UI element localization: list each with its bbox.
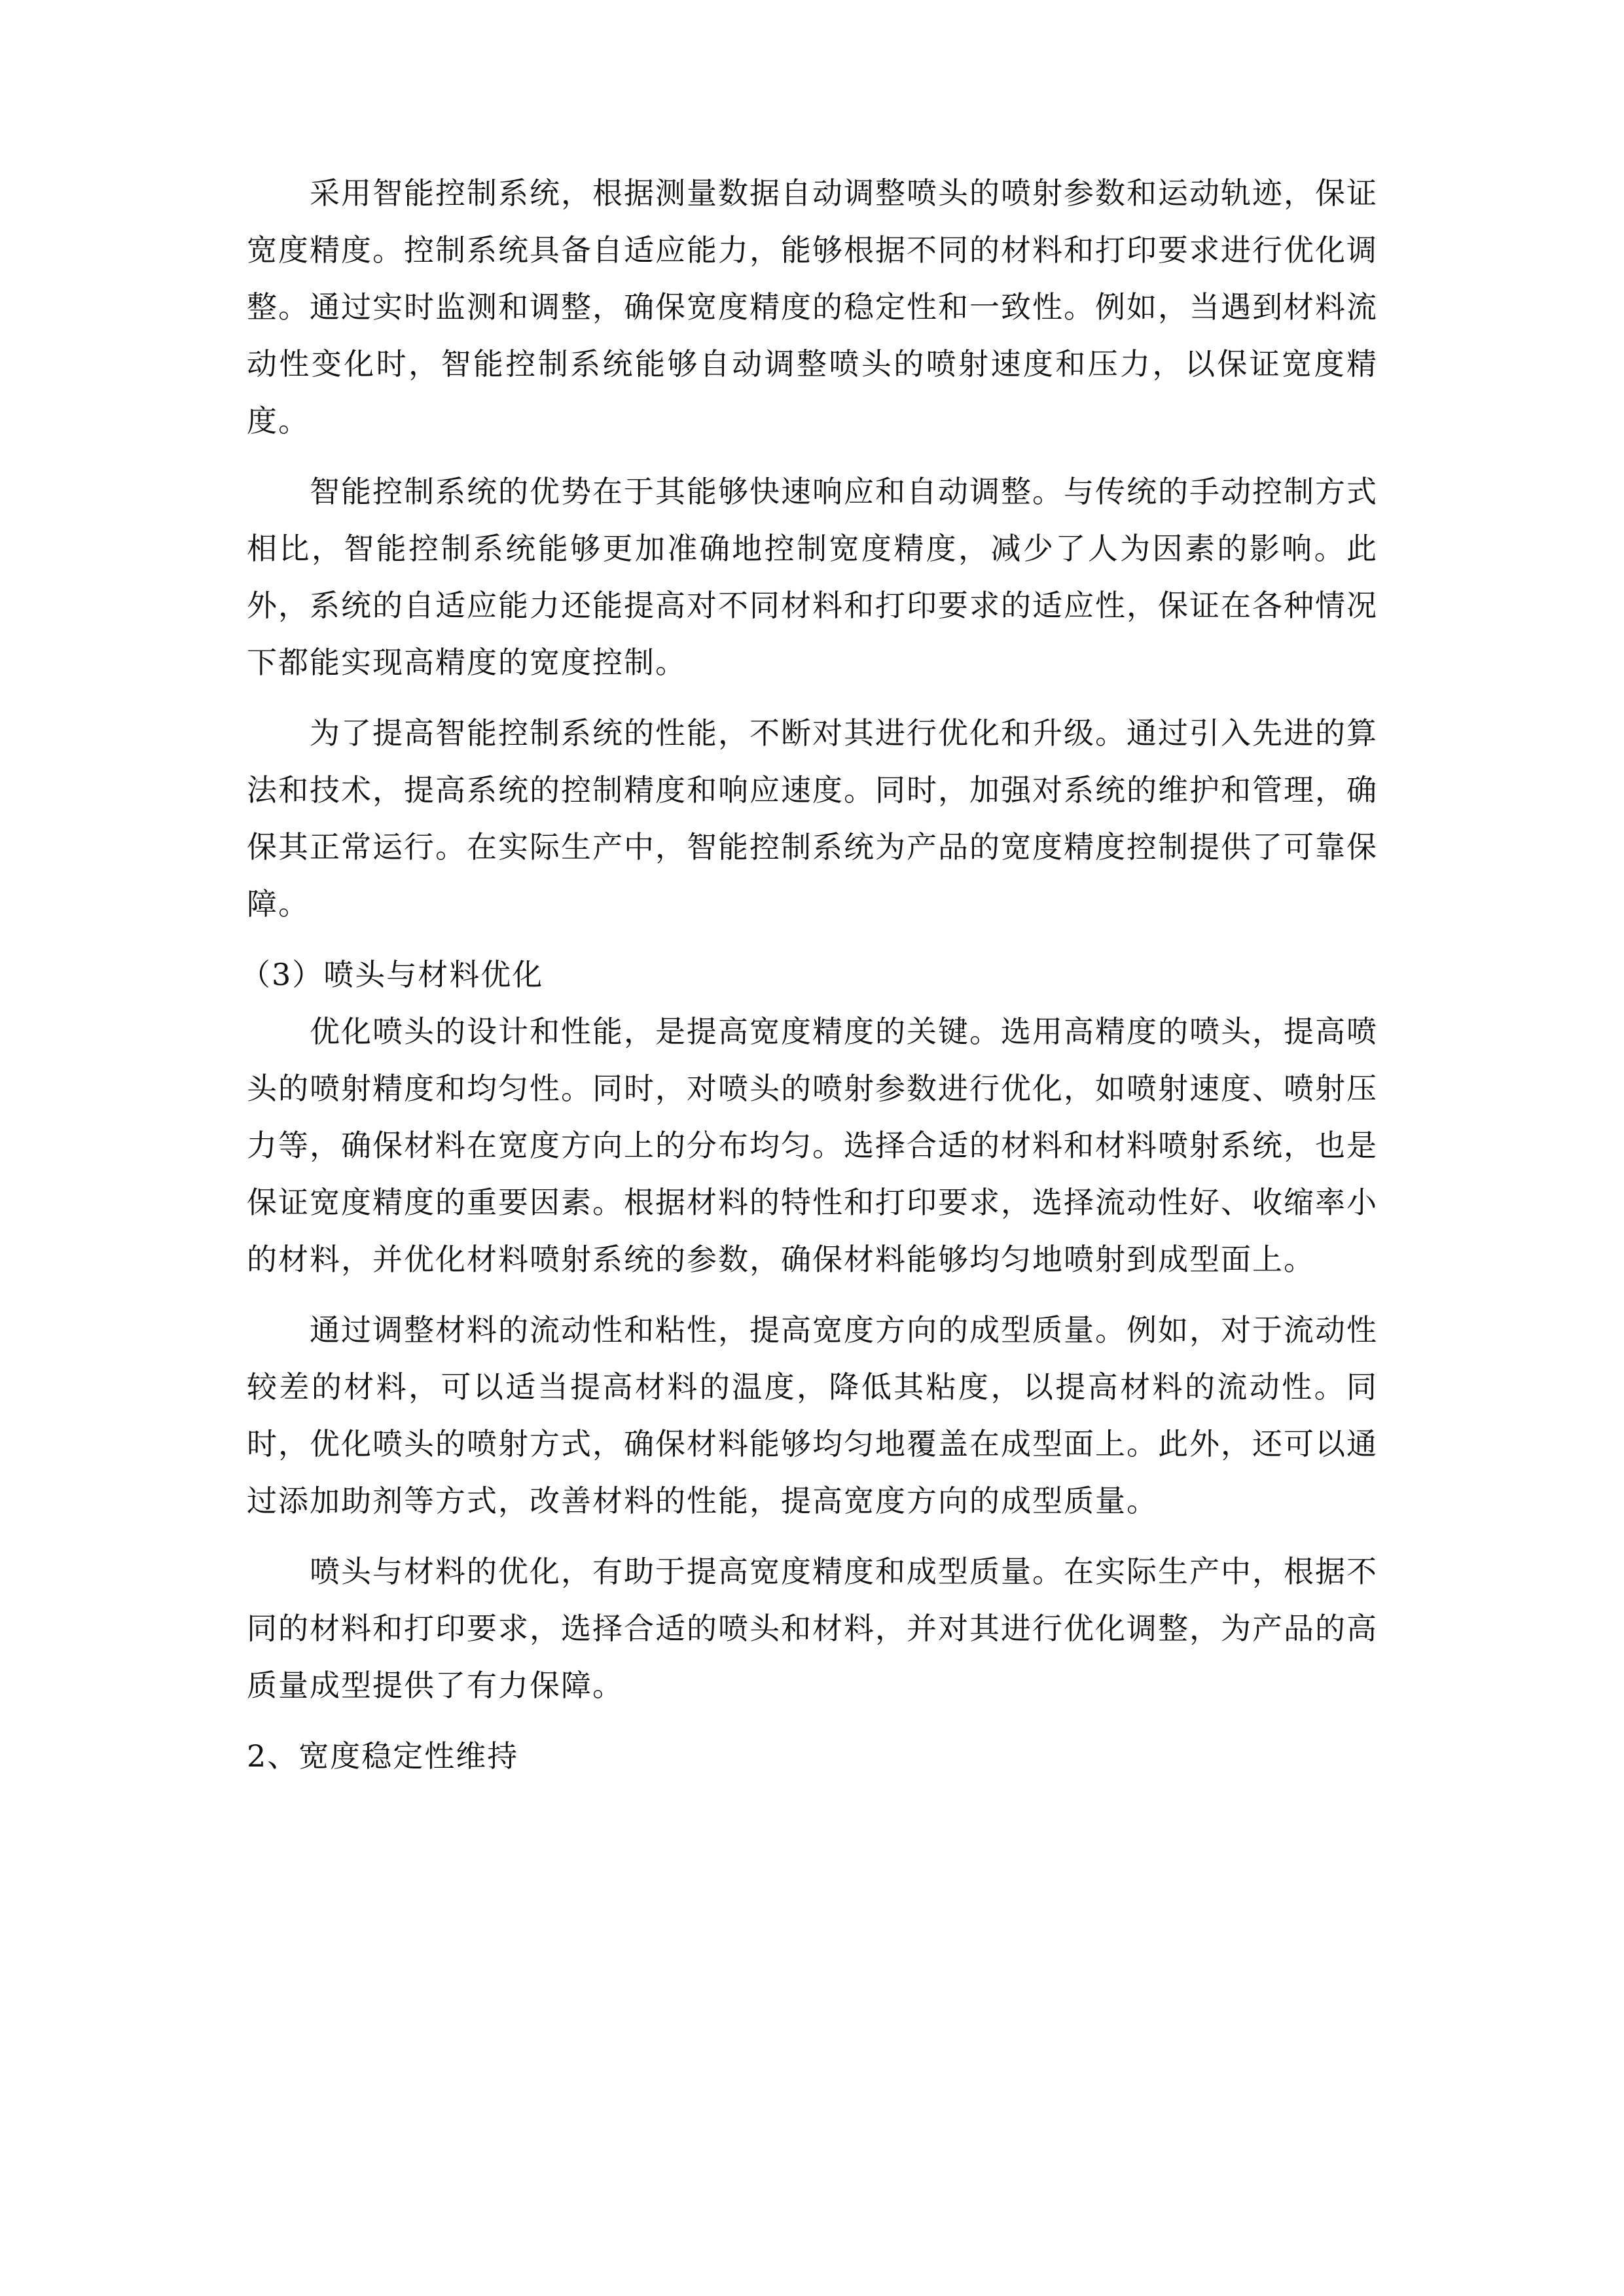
paragraph-system-optimization: 为了提高智能控制系统的性能，不断对其进行优化和升级。通过引入先进的算法和技术，提高系统的控制精度和响应速度。同时，加强对系统的维护和管理，确保其正常运行。在实际生产中，智能控制系统为产品的宽度精度控制提供了可靠保障。 <box>247 715 1378 922</box>
section-heading-width-stability: 2、宽度稳定性维持 <box>247 1738 519 1774</box>
paragraph-material-fluidity: 通过调整材料的流动性和粘性，提高宽度方向的成型质量。例如，对于流动性较差的材料，可以适当提高材料的温度，降低其粘度，以提高材料的流动性。同时，优化喷头的喷射方式，确保材料能够均匀地覆盖在成型面上。此外，还可以通过添加助剂等方式，改善材料的性能，提高宽度方向的成型质量。 <box>247 1312 1378 1518</box>
section-heading-nozzle-material: （3）喷头与材料优化 <box>240 957 544 992</box>
paragraph-optimization-summary: 喷头与材料的优化，有助于提高宽度精度和成型质量。在实际生产中，根据不同的材料和打印要求，选择合适的喷头和材料，并对其进行优化调整，为产品的高质量成型提供了有力保障。 <box>247 1554 1378 1703</box>
paragraph-control-advantages: 智能控制系统的优势在于其能够快速响应和自动调整。与传统的手动控制方式相比，智能控制系统能够更加准确地控制宽度精度，减少了人为因素的影响。此外，系统的自适应能力还能提高对不同材料和打印要求的适应性，保证在各种情况下都能实现高精度的宽度控制。 <box>247 474 1378 680</box>
paragraph-intelligent-control: 采用智能控制系统，根据测量数据自动调整喷头的喷射参数和运动轨迹，保证宽度精度。控制系统具备自适应能力，能够根据不同的材料和打印要求进行优化调整。通过实时监测和调整，确保宽度精度的稳定性和一致性。例如，当遇到材料流动性变化时，智能控制系统能够自动调整喷头的喷射速度和压力，以保证宽度精度。 <box>247 175 1378 439</box>
document-body <box>240 165 1378 1785</box>
paragraph-nozzle-design: 优化喷头的设计和性能，是提高宽度精度的关键。选用高精度的喷头，提高喷头的喷射精度和均匀性。同时，对喷头的喷射参数进行优化，如喷射速度、喷射压力等，确保材料在宽度方向上的分布均匀。选择合适的材料和材料喷射系统，也是保证宽度精度的重要因素。根据材料的特性和打印要求，选择流动性好、收缩率小的材料，并优化材料喷射系统的参数，确保材料能够均匀地喷射到成型面上。 <box>247 1014 1378 1277</box>
